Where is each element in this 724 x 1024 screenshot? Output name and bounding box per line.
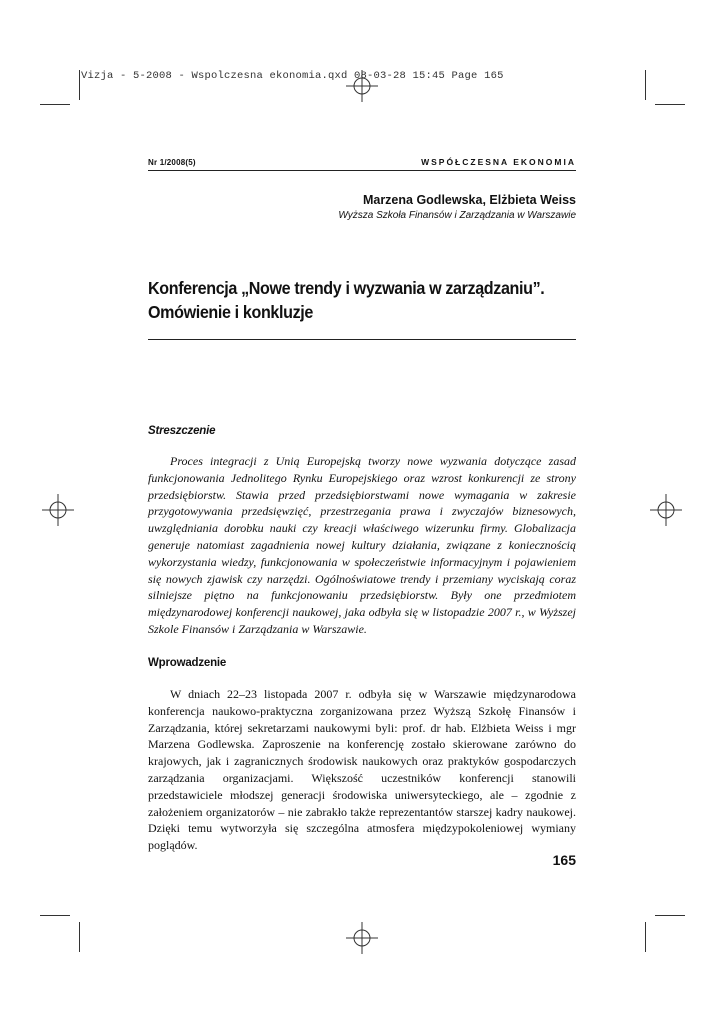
crop-mark xyxy=(655,104,685,105)
crop-mark xyxy=(645,70,646,100)
crop-mark xyxy=(40,104,70,105)
registration-mark-icon xyxy=(650,494,682,526)
journal-name: WSPÓŁCZESNA EKONOMIA xyxy=(421,157,576,167)
header-rule xyxy=(148,170,576,171)
authors: Marzena Godlewska, Elżbieta Weiss xyxy=(362,193,576,207)
title-line: Omówienie i konkluzje xyxy=(148,302,313,322)
intro-heading: Wprowadzenie xyxy=(148,657,227,669)
registration-mark-icon xyxy=(42,494,74,526)
crop-mark xyxy=(79,922,80,952)
issue-number: Nr 1/2008(5) xyxy=(148,158,196,167)
article-title xyxy=(148,276,553,324)
registration-mark-icon xyxy=(346,922,378,954)
crop-mark xyxy=(79,70,80,100)
registration-mark-icon xyxy=(346,70,378,102)
title-rule xyxy=(148,339,576,340)
abstract-text: Proces integracji z Unią Europejską tworzy nowe wyzwania dotyczące zasad funkcjonowania Jednolitego Rynku Europejskiego oraz wzrost konkurencji ze strony przedsiębiorstw. Stawia przed przedsiębiorstwami nowe wymagania w zakresie przygotowywania przedsięwzięć, przestrzegania prawa i zwyczajów biznesowych, uwzględniania dorobku nauki czy kreacji właściwego wizerunku firmy. Globalizacja generuje natomiast zagadnienia nowej kultury działania, związane z koniecznością wykorzystania wiedzy, funkcjonowania w społeczeństwie informacyjnym i pojawieniem się nowych zjawisk czy narzędzi. Ogólnoświatowe trendy i przemiany wyciskają coraz silniejsze piętno na funkcjonowaniu przedsiębiorstw. Były one przedmiotem międzynarodowej konferencji naukowej, jaka odbyła się w listopadzie 2007 r., w Wyższej Szkole Finansów i Zarządzania w Warszawie. xyxy=(148,454,576,636)
crop-mark xyxy=(645,922,646,952)
crop-mark xyxy=(655,915,685,916)
intro-text: W dniach 22–23 listopada 2007 r. odbyła się w Warszawie międzynarodowa konferencja naukowo-praktyczna zorganizowana przez Wyższą Szkołę Finansów i Zarządzania, której sekretarzami naukowymi byli: prof. dr hab. Elżbieta Weiss i mgr Marzena Godlewska. Zaproszenie na konferencję zostało skierowane zarówno do krajowych, jak i zagranicznych środowisk naukowych oraz praktyków gospodarczych zarządzania organizacjami. Większość uczestników konferencji stanowili przedstawiciele młodszej generacji środowiska uniwersyteckiego, ale – zgodnie z założeniem organizatorów – nie zabrakło także reprezentantów starszej kadry naukowej. Dzięki temu wytworzyła się szczególna atmosfera międzypokoleniowej wymiany poglądów. xyxy=(148,687,576,853)
page-number: 165 xyxy=(552,852,576,868)
title-line: Konferencja „Nowe trendy i wyzwania w zarządzaniu”. xyxy=(148,278,545,298)
crop-mark xyxy=(40,915,70,916)
print-slug: Vizja - 5-2008 - Wspolczesna ekonomia.qxd 08-03-28 15:45 Page 165 xyxy=(81,70,504,82)
abstract-heading: Streszczenie xyxy=(148,425,216,437)
affiliation: Wyższa Szkoła Finansów i Zarządzania w Warszawie xyxy=(338,210,576,221)
